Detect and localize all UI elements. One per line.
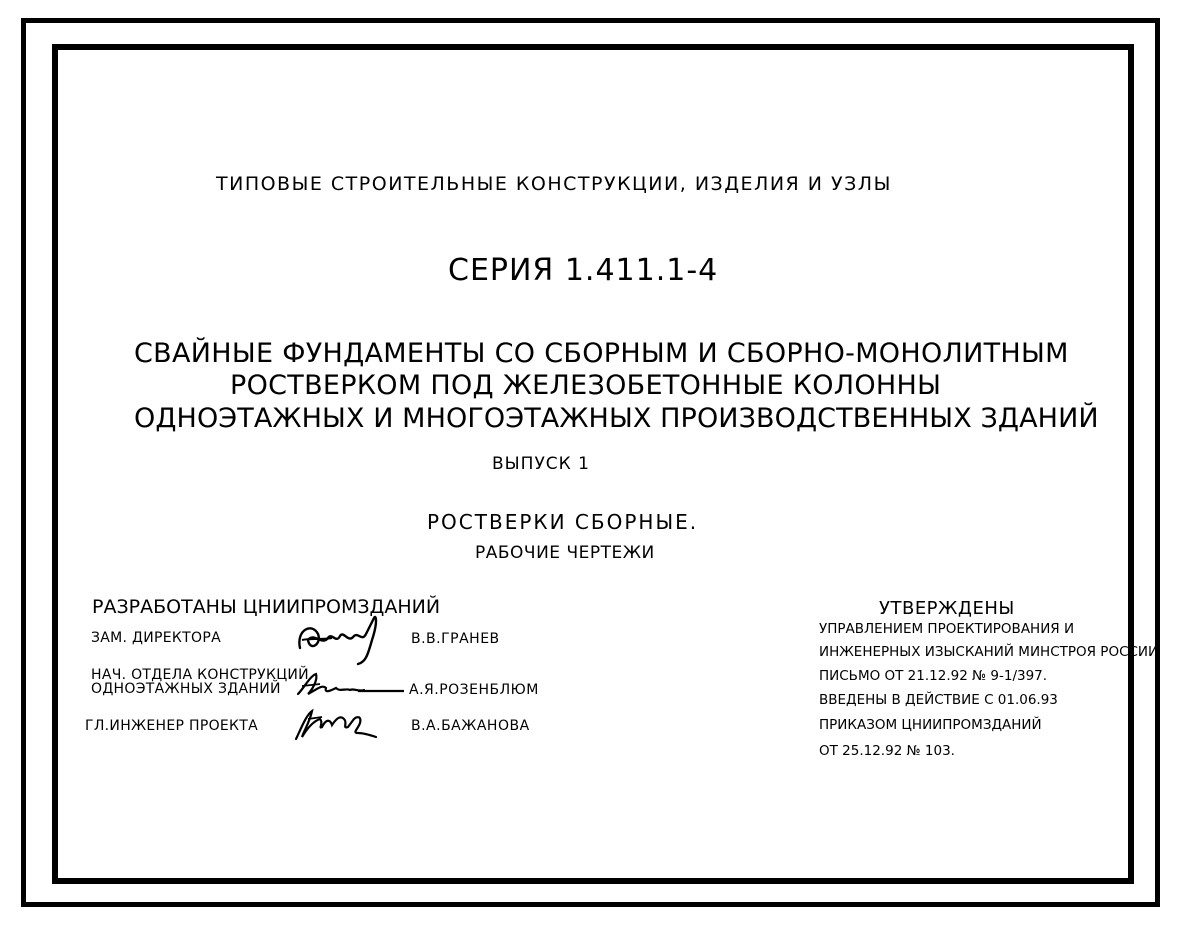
name-rozenblyum: А.Я.РОЗЕНБЛЮМ — [409, 682, 539, 698]
approval-line-2: ИНЖЕНЕРНЫХ ИЗЫСКАНИЙ МИНСТРОЯ РОССИИ — [819, 644, 1159, 660]
approval-line-3: ПИСЬМО ОТ 21.12.92 № 9-1/397. — [819, 668, 1048, 684]
name-bazhanova: В.А.БАЖАНОВА — [411, 718, 530, 734]
title-line-2: РОСТВЕРКОМ ПОД ЖЕЛЕЗОБЕТОННЫЕ КОЛОННЫ — [230, 370, 942, 401]
subtitle-line-1: РОСТВЕРКИ СБОРНЫЕ. — [427, 510, 699, 534]
approval-heading: УТВЕРЖДЕНЫ — [879, 598, 1015, 619]
issue-label: ВЫПУСК 1 — [492, 454, 590, 474]
role-deputy-director: ЗАМ. ДИРЕКТОРА — [91, 630, 221, 646]
title-line-3: ОДНОЭТАЖНЫХ И МНОГОЭТАЖНЫХ ПРОИЗВОДСТВЕННЫХ ЗДАНИЙ — [134, 403, 1099, 434]
role-chief-engineer: ГЛ.ИНЖЕНЕР ПРОЕКТА — [85, 718, 259, 734]
signature-rozenblyum — [294, 670, 406, 700]
developers-heading: РАЗРАБОТАНЫ ЦНИИПРОМЗДАНИЙ — [92, 596, 441, 618]
series-number: СЕРИЯ 1.411.1-4 — [448, 253, 719, 288]
series-heading: ТИПОВЫЕ СТРОИТЕЛЬНЫЕ КОНСТРУКЦИИ, ИЗДЕЛИЯ И УЗЛЫ — [216, 173, 892, 195]
approval-line-5: ПРИКАЗОМ ЦНИИПРОМЗДАНИЙ — [819, 717, 1042, 733]
approval-line-6: ОТ 25.12.92 № 103. — [819, 743, 955, 759]
subtitle-line-2: РАБОЧИЕ ЧЕРТЕЖИ — [475, 543, 655, 563]
role-department-head: НАЧ. ОТДЕЛА КОНСТРУКЦИЙ — [91, 667, 309, 683]
approval-line-4: ВВЕДЕНЫ В ДЕЙСТВИЕ С 01.06.93 — [819, 692, 1058, 708]
title-line-1: СВАЙНЫЕ ФУНДАМЕНТЫ СО СБОРНЫМ И СБОРНО-МОНОЛИТНЫМ — [134, 338, 1069, 369]
signature-granev — [292, 610, 392, 668]
role-department-head-cont: ОДНОЭТАЖНЫХ ЗДАНИЙ — [91, 681, 281, 697]
name-granev: В.В.ГРАНЕВ — [411, 631, 500, 647]
signature-bazhanova — [292, 705, 384, 745]
inner-border — [52, 44, 1134, 884]
approval-line-1: УПРАВЛЕНИЕМ ПРОЕКТИРОВАНИЯ И — [819, 621, 1075, 637]
